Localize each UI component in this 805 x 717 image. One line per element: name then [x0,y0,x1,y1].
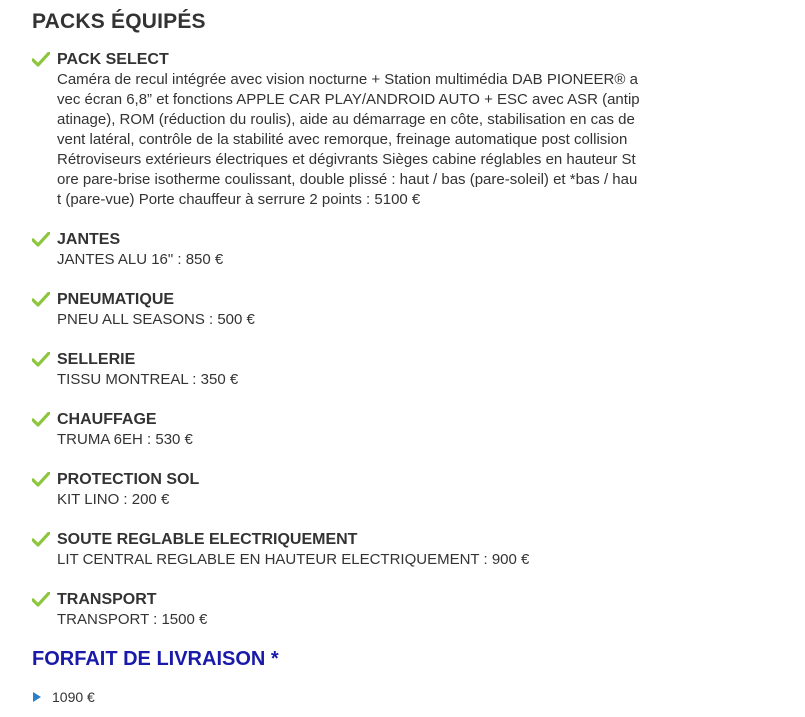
pack-description [57,430,685,450]
pack-name: PACK SELECT [57,51,169,68]
pack-name: SELLERIE [57,351,136,368]
pack-description-line: atinage), ROM (réduction du roulis), aide au démarrage en côte, stabilisation en cas de [57,111,635,128]
pack-description-line: Caméra de recul intégrée avec vision nocturne + Station multimédia DAB PIONEER® a [57,71,638,88]
check-icon [32,412,50,428]
pack-name: PROTECTION SOL [57,471,200,488]
check-icon [32,232,50,248]
check-icon [32,292,50,308]
pack-description [57,250,685,270]
pack-description [57,610,685,630]
page-title: PACKS ÉQUIPÉS [32,10,206,33]
pack-description-line: JANTES ALU 16" : 850 € [57,251,224,268]
pack-description [57,490,685,510]
pack-description-line: Rétroviseurs extérieurs électriques et dégivrants Sièges cabine réglables en hauteur St [57,151,636,168]
pack-description-line: vec écran 6,8” et fonctions APPLE CAR PLAY/ANDROID AUTO + ESC avec ASR (antip [57,91,640,108]
pack-description-line: TRUMA 6EH : 530 € [57,431,193,448]
pack-description-line: TISSU MONTREAL : 350 € [57,371,239,388]
pack-name: TRANSPORT [57,591,157,608]
pack-description-line: t (pare-vue) Porte chauffeur à serrure 2 points : 5100 € [57,191,421,208]
check-icon [32,532,50,548]
check-icon [32,352,50,368]
pack-description-line: KIT LINO : 200 € [57,491,170,508]
pack-description [57,70,685,210]
arrow-right-icon [32,692,42,702]
pack-description [57,370,685,390]
pack-description [57,550,685,570]
pack-description-line: PNEU ALL SEASONS : 500 € [57,311,255,328]
check-icon [32,592,50,608]
pack-name: SOUTE REGLABLE ELECTRIQUEMENT [57,531,358,548]
pack-description-line: ore pare-brise isotherme coulissant, double plissé : haut / bas (pare-soleil) et *bas / hau [57,171,638,188]
delivery-price: 1090 € [52,689,95,705]
check-icon [32,472,50,488]
pack-description [57,310,685,330]
pack-description-line: TRANSPORT : 1500 € [57,611,208,628]
pack-name: JANTES [57,231,121,248]
check-icon [32,52,50,68]
delivery-title: FORFAIT DE LIVRAISON * [32,648,279,670]
pack-description-line: vent latéral, contrôle de la stabilité avec remorque, freinage automatique post collision [57,131,628,148]
pack-description-line: LIT CENTRAL REGLABLE EN HAUTEUR ELECTRIQUEMENT : 900 € [57,551,530,568]
pack-name: PNEUMATIQUE [57,291,175,308]
pack-name: CHAUFFAGE [57,411,157,428]
